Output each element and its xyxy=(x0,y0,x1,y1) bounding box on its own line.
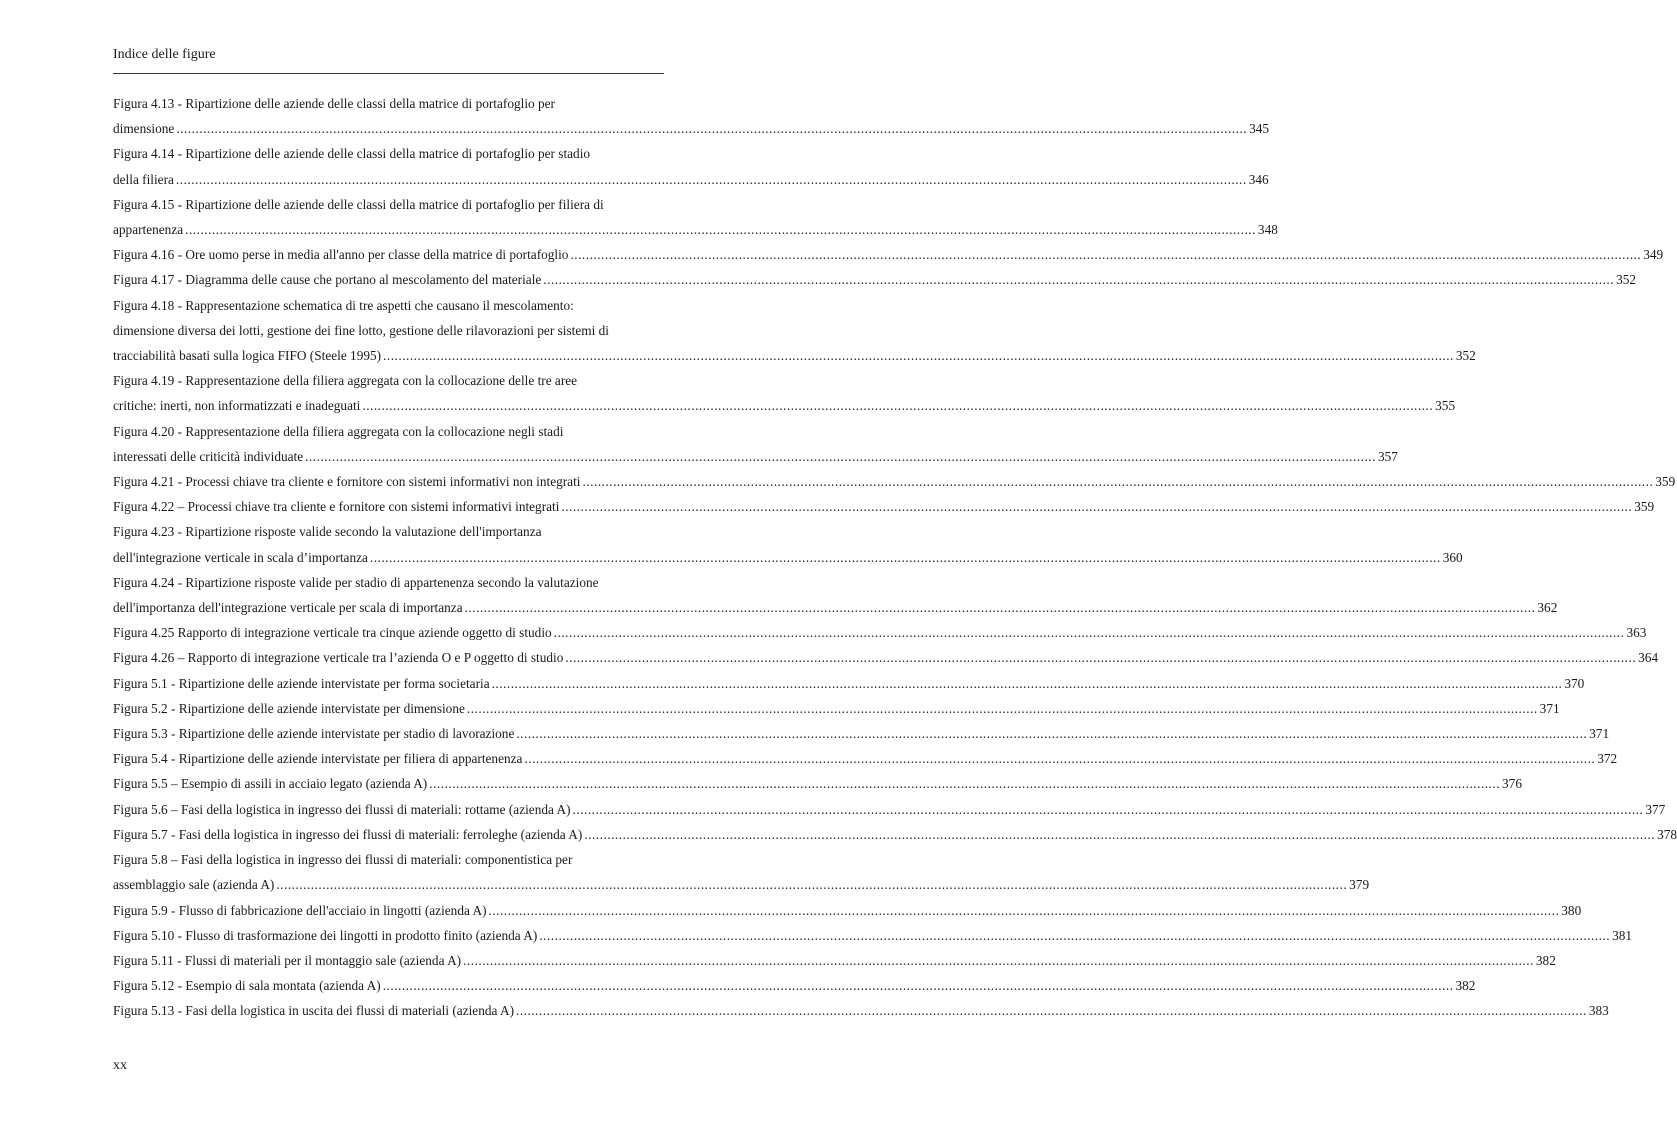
toc-entry-last-line xyxy=(113,494,1655,519)
toc-entry-page-number: 352 xyxy=(1616,272,1637,288)
dot-leader xyxy=(463,948,1534,973)
toc-entry[interactable] xyxy=(113,671,1585,696)
toc-entry-last-line xyxy=(113,393,1456,418)
toc-entry-last-line xyxy=(113,444,1398,469)
toc-entry-last-line xyxy=(113,343,1476,368)
toc-entry-last-line xyxy=(113,595,1558,620)
toc-entry-page-number: 346 xyxy=(1248,171,1269,187)
toc-entry[interactable] xyxy=(113,898,1582,923)
toc-entry-title: Figura 5.13 - Fasi della logistica in uscita dei flussi di materiali (azienda A) xyxy=(113,1003,515,1019)
toc-entry-last-line xyxy=(113,545,1463,570)
dot-leader xyxy=(465,595,1536,620)
toc-entry-page-number: 348 xyxy=(1257,222,1278,238)
dot-leader xyxy=(276,872,1347,897)
toc-entry-title: Figura 4.25 Rapporto di integrazione verticale tra cinque aziende oggetto di studio xyxy=(113,625,552,641)
dot-leader xyxy=(565,645,1636,670)
toc-entry-page-number: 352 xyxy=(1455,348,1476,364)
toc-entry-page-number: 370 xyxy=(1564,675,1585,691)
toc-entry-title: dell'integrazione verticale in scala d’importanza xyxy=(113,549,368,565)
toc-entry-last-line xyxy=(113,771,1522,796)
running-header: Indice delle figure xyxy=(113,47,216,62)
toc-entry-title: Figura 5.3 - Ripartizione delle aziende intervistate per stadio di lavorazione xyxy=(113,726,515,742)
toc-entry-text-line: Figura 4.24 - Ripartizione risposte valide per stadio di appartenenza secondo la valutazione xyxy=(113,574,599,590)
toc-entry-page-number: 382 xyxy=(1455,978,1476,994)
toc-entry[interactable] xyxy=(113,721,1610,746)
dot-leader xyxy=(305,444,1376,469)
toc-entry-last-line xyxy=(113,746,1618,771)
toc-entry-last-line xyxy=(113,620,1647,645)
dot-leader xyxy=(489,898,1560,923)
toc-entry[interactable] xyxy=(113,948,1556,973)
toc-entry[interactable] xyxy=(113,620,1647,645)
toc-entry-last-line xyxy=(113,973,1476,998)
toc-entry-page-number: 349 xyxy=(1643,247,1664,263)
toc-entry-title: Figura 5.9 - Flusso di fabbricazione dell'acciaio in lingotti (azienda A) xyxy=(113,902,487,918)
dot-leader xyxy=(539,923,1610,948)
dot-leader xyxy=(570,242,1641,267)
header-rule xyxy=(113,73,664,74)
toc-entry[interactable] xyxy=(113,519,1463,569)
toc-entry[interactable] xyxy=(113,368,1456,418)
toc-entry-page-number: 381 xyxy=(1612,927,1633,943)
dot-leader xyxy=(185,217,1256,242)
dot-leader xyxy=(467,696,1538,721)
toc-entry-last-line xyxy=(113,469,1676,494)
toc-entry[interactable] xyxy=(113,973,1476,998)
toc-entry-page-number: 378 xyxy=(1657,826,1677,842)
toc-entry-page-number: 345 xyxy=(1249,121,1270,137)
toc-entry-page-number: 360 xyxy=(1442,549,1463,565)
toc-entry-title: appartenenza xyxy=(113,222,184,238)
toc-entry-title: interessati delle criticità individuate xyxy=(113,448,304,464)
toc-entry[interactable] xyxy=(113,242,1664,267)
toc-entry-last-line xyxy=(113,721,1610,746)
dot-leader xyxy=(492,671,1563,696)
toc-entry-page-number: 359 xyxy=(1634,499,1655,515)
dot-leader xyxy=(543,267,1614,292)
dot-leader xyxy=(573,797,1644,822)
toc-entry-page-number: 380 xyxy=(1561,902,1582,918)
toc-entry-text-line: Figura 4.18 - Rappresentazione schematica di tre aspetti che causano il mescolamento: xyxy=(113,297,574,313)
toc-entry-page-number: 355 xyxy=(1435,398,1456,414)
toc-entry-page-number: 357 xyxy=(1377,448,1398,464)
toc-entry[interactable] xyxy=(113,746,1618,771)
toc-entry-last-line xyxy=(113,267,1637,292)
toc-entry-text-line: Figura 4.15 - Ripartizione delle aziende delle classi della matrice di portafoglio per filiera di xyxy=(113,196,604,212)
toc-entry-last-line xyxy=(113,242,1664,267)
toc-entry-title: dimensione xyxy=(113,121,175,137)
toc-entry-last-line xyxy=(113,167,1269,192)
dot-leader xyxy=(554,620,1625,645)
toc-entry-title: Figura 4.22 – Processi chiave tra cliente e fornitore con sistemi informativi integrati xyxy=(113,499,560,515)
toc-entry-page-number: 383 xyxy=(1588,1003,1609,1019)
toc-entry-title: Figura 4.26 – Rapporto di integrazione verticale tra l’azienda O e P oggetto di studio xyxy=(113,650,564,666)
toc-entry[interactable] xyxy=(113,570,1558,620)
toc-entry[interactable] xyxy=(113,696,1560,721)
toc-entry[interactable] xyxy=(113,797,1666,822)
toc-entry-page-number: 362 xyxy=(1537,600,1558,616)
toc-entry-title: della filiera xyxy=(113,171,174,187)
toc-entry-page-number: 372 xyxy=(1597,751,1618,767)
dot-leader xyxy=(383,343,1454,368)
toc-entry-page-number: 371 xyxy=(1589,726,1610,742)
dot-leader xyxy=(516,998,1587,1023)
toc-entry-text-line: Figura 4.13 - Ripartizione delle aziende delle classi della matrice di portafoglio per xyxy=(113,96,555,111)
toc-entry-title: Figura 5.1 - Ripartizione delle aziende intervistate per forma societaria xyxy=(113,675,490,691)
toc-entry-last-line xyxy=(113,116,1270,141)
toc-entry-last-line xyxy=(113,923,1633,948)
toc-entry-page-number: 371 xyxy=(1539,700,1560,716)
figure-index-list xyxy=(113,91,1677,1024)
toc-entry[interactable] xyxy=(113,923,1633,948)
toc-entry-page-number: 379 xyxy=(1349,877,1370,893)
toc-entry[interactable] xyxy=(113,822,1677,847)
toc-entry[interactable] xyxy=(113,267,1637,292)
toc-entry-last-line xyxy=(113,948,1556,973)
toc-entry-text-line: dimensione diversa dei lotti, gestione dei fine lotto, gestione delle rilavorazioni per sistemi di xyxy=(113,322,609,338)
toc-entry-text-line: Figura 4.19 - Rappresentazione della filiera aggregata con la collocazione delle tre aree xyxy=(113,373,578,389)
toc-entry-title: Figura 4.16 - Ore uomo perse in media all'anno per classe della matrice di portafoglio xyxy=(113,247,569,263)
toc-entry-page-number: 377 xyxy=(1645,801,1666,817)
toc-entry[interactable] xyxy=(113,998,1609,1023)
dot-leader xyxy=(176,116,1247,141)
toc-entry-title: Figura 4.17 - Diagramma delle cause che portano al mescolamento del materiale xyxy=(113,272,542,288)
toc-entry-last-line xyxy=(113,822,1677,847)
toc-entry-title: Figura 4.21 - Processi chiave tra cliente e fornitore con sistemi informativi non integrati xyxy=(113,474,581,490)
toc-entry-title: Figura 5.5 – Esempio di assili in acciaio legato (azienda A) xyxy=(113,776,428,792)
toc-entry-last-line xyxy=(113,797,1666,822)
toc-entry[interactable] xyxy=(113,847,1370,897)
toc-entry[interactable] xyxy=(113,469,1676,494)
toc-entry[interactable] xyxy=(113,293,1476,369)
toc-entry-last-line xyxy=(113,998,1609,1023)
toc-entry-text-line: Figura 4.14 - Ripartizione delle aziende delle classi della matrice di portafoglio per stadio xyxy=(113,146,591,162)
toc-entry-last-line xyxy=(113,872,1370,897)
toc-entry-page-number: 359 xyxy=(1655,474,1676,490)
toc-entry-title: Figura 5.7 - Fasi della logistica in ingresso dei flussi di materiali: ferroleghe (azienda A) xyxy=(113,826,583,842)
toc-entry-text-line: Figura 4.20 - Rappresentazione della filiera aggregata con la collocazione negli stadi xyxy=(113,423,564,439)
toc-entry-title: Figura 5.2 - Ripartizione delle aziende intervistate per dimensione xyxy=(113,700,465,716)
dot-leader xyxy=(429,771,1500,796)
toc-entry-title: critiche: inerti, non informatizzati e inadeguati xyxy=(113,398,361,414)
toc-entry-title: Figura 5.4 - Ripartizione delle aziende intervistate per filiera di appartenenza xyxy=(113,751,523,767)
toc-entry-title: assemblaggio sale (azienda A) xyxy=(113,877,275,893)
dot-leader xyxy=(582,469,1653,494)
dot-leader xyxy=(584,822,1655,847)
toc-entry[interactable] xyxy=(113,771,1522,796)
dot-leader xyxy=(516,721,1587,746)
toc-entry-title: Figura 5.12 - Esempio di sala montata (azienda A) xyxy=(113,978,381,994)
toc-entry-last-line xyxy=(113,217,1278,242)
toc-entry[interactable] xyxy=(113,494,1655,519)
toc-entry-title: tracciabilità basati sulla logica FIFO (Steele 1995) xyxy=(113,348,382,364)
toc-entry[interactable] xyxy=(113,192,1278,242)
toc-entry-page-number: 376 xyxy=(1502,776,1522,792)
toc-entry-text-line: Figura 4.23 - Ripartizione risposte valide secondo la valutazione dell'importanza xyxy=(113,524,542,540)
dot-leader xyxy=(561,494,1632,519)
toc-entry-text-line: Figura 5.8 – Fasi della logistica in ingresso dei flussi di materiali: componentistica per xyxy=(113,852,573,868)
dot-leader xyxy=(176,167,1247,192)
toc-entry[interactable] xyxy=(113,91,1270,141)
toc-entry-title: Figura 5.11 - Flussi di materiali per il montaggio sale (azienda A) xyxy=(113,952,462,968)
toc-entry[interactable] xyxy=(113,141,1269,191)
toc-entry[interactable] xyxy=(113,645,1659,670)
dot-leader xyxy=(524,746,1595,771)
toc-entry-last-line xyxy=(113,671,1585,696)
toc-entry-title: Figura 5.10 - Flusso di trasformazione dei lingotti in prodotto finito (azienda A) xyxy=(113,927,538,943)
toc-entry-title: dell'importanza dell'integrazione verticale per scala di importanza xyxy=(113,600,463,616)
toc-entry-page-number: 363 xyxy=(1626,625,1647,641)
toc-entry-last-line xyxy=(113,898,1582,923)
toc-entry-page-number: 382 xyxy=(1535,952,1556,968)
toc-entry-page-number: 364 xyxy=(1638,650,1659,666)
page-number: xx xyxy=(113,1058,127,1073)
toc-entry-title: Figura 5.6 – Fasi della logistica in ingresso dei flussi di materiali: rottame (azienda A) xyxy=(113,801,571,817)
dot-leader xyxy=(383,973,1454,998)
toc-entry[interactable] xyxy=(113,419,1398,469)
toc-entry-last-line xyxy=(113,696,1560,721)
dot-leader xyxy=(370,545,1441,570)
toc-entry-last-line xyxy=(113,645,1659,670)
dot-leader xyxy=(362,393,1433,418)
